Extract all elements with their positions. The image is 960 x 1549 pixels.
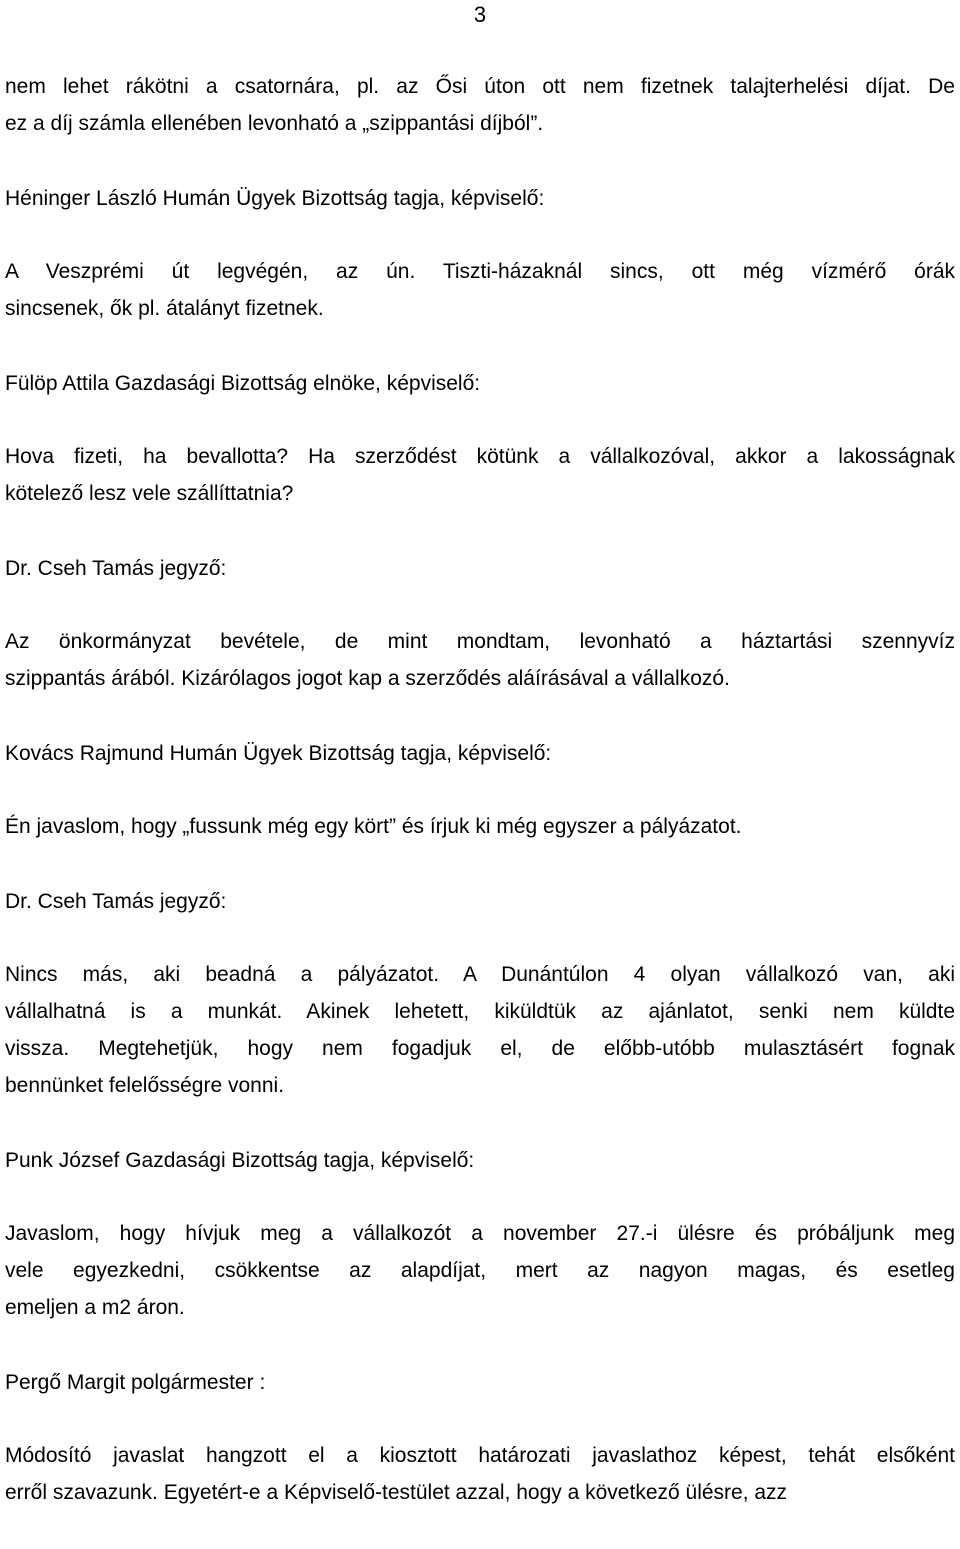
speaker-heading — [5, 1364, 955, 1401]
body-paragraph — [5, 438, 955, 512]
body-paragraph — [5, 1215, 955, 1326]
text-line: vele egyezkedni, csökkentse az alapdíjat, mert az nagyon magas, és esetleg — [5, 1259, 955, 1282]
speaker-heading — [5, 1142, 955, 1179]
text-line: Én javaslom, hogy „fussunk még egy kört” és írjuk ki még egyszer a pályázatot. — [5, 815, 742, 838]
speaker-heading — [5, 550, 955, 587]
text-line: A Veszprémi út legvégén, az ún. Tiszti-házaknál sincs, ott még vízmérő órák — [5, 260, 955, 283]
body-paragraph — [5, 808, 955, 845]
text-line: kötelező lesz vele szállíttatnia? — [5, 482, 294, 505]
text-line: Héninger László Humán Ügyek Bizottság tagja, képviselő: — [5, 187, 545, 210]
page-number: 3 — [473, 2, 487, 27]
text-line: Dr. Cseh Tamás jegyző: — [5, 557, 227, 580]
speaker-heading — [5, 365, 955, 402]
text-line: Dr. Cseh Tamás jegyző: — [5, 890, 227, 913]
text-line: vállalhatná is a munkát. Akinek lehetett, kiküldtük az ajánlatot, senki nem küldte — [5, 1000, 955, 1023]
body-paragraph — [5, 623, 955, 697]
text-line: Javaslom, hogy hívjuk meg a vállalkozót a november 27.-i ülésre és próbáljunk meg — [5, 1222, 955, 1245]
speaker-heading — [5, 883, 955, 920]
text-line: Az önkormányzat bevétele, de mint mondtam, levonható a háztartási szennyvíz — [5, 630, 955, 653]
text-line: Kovács Rajmund Humán Ügyek Bizottság tagja, képviselő: — [5, 742, 552, 765]
text-line: sincsenek, ők pl. átalányt fizetnek. — [5, 297, 324, 320]
text-line: Pergő Margit polgármester : — [5, 1371, 266, 1394]
text-line: Hova fizeti, ha bevallotta? Ha szerződést kötünk a vállalkozóval, akkor a lakosságnak — [5, 445, 955, 468]
text-line: Fülöp Attila Gazdasági Bizottság elnöke, képviselő: — [5, 372, 481, 395]
body-paragraph — [5, 956, 955, 1104]
text-line: bennünket felelősségre vonni. — [5, 1074, 285, 1097]
speaker-heading — [5, 735, 955, 772]
text-line: ez a díj számla ellenében levonható a „szippantási díjból”. — [5, 112, 544, 135]
body-paragraph — [5, 253, 955, 327]
text-line: Módosító javaslat hangzott el a kiosztott határozati javaslathoz képest, tehát elsőként — [5, 1444, 955, 1467]
body-paragraph — [5, 1437, 955, 1511]
text-line: Punk József Gazdasági Bizottság tagja, képviselő: — [5, 1149, 475, 1172]
text-line: nem lehet rákötni a csatornára, pl. az Ősi úton ott nem fizetnek talajterhelési díjat. De — [5, 75, 955, 98]
text-line: Nincs más, aki beadná a pályázatot. A Dunántúlon 4 olyan vállalkozó van, aki — [5, 963, 955, 986]
speaker-heading — [5, 180, 955, 217]
text-line: szippantás árából. Kizárólagos jogot kap a szerződés aláírásával a vállalkozó. — [5, 667, 730, 690]
body-paragraph — [5, 68, 955, 142]
document-body — [5, 68, 955, 1549]
text-line: emeljen a m2 áron. — [5, 1296, 185, 1319]
text-line: erről szavazunk. Egyetért-e a Képviselő-testület azzal, hogy a következő ülésre, azz — [5, 1481, 788, 1504]
text-line: vissza. Megtehetjük, hogy nem fogadjuk el, de előbb-utóbb mulasztásért fognak — [5, 1037, 955, 1060]
